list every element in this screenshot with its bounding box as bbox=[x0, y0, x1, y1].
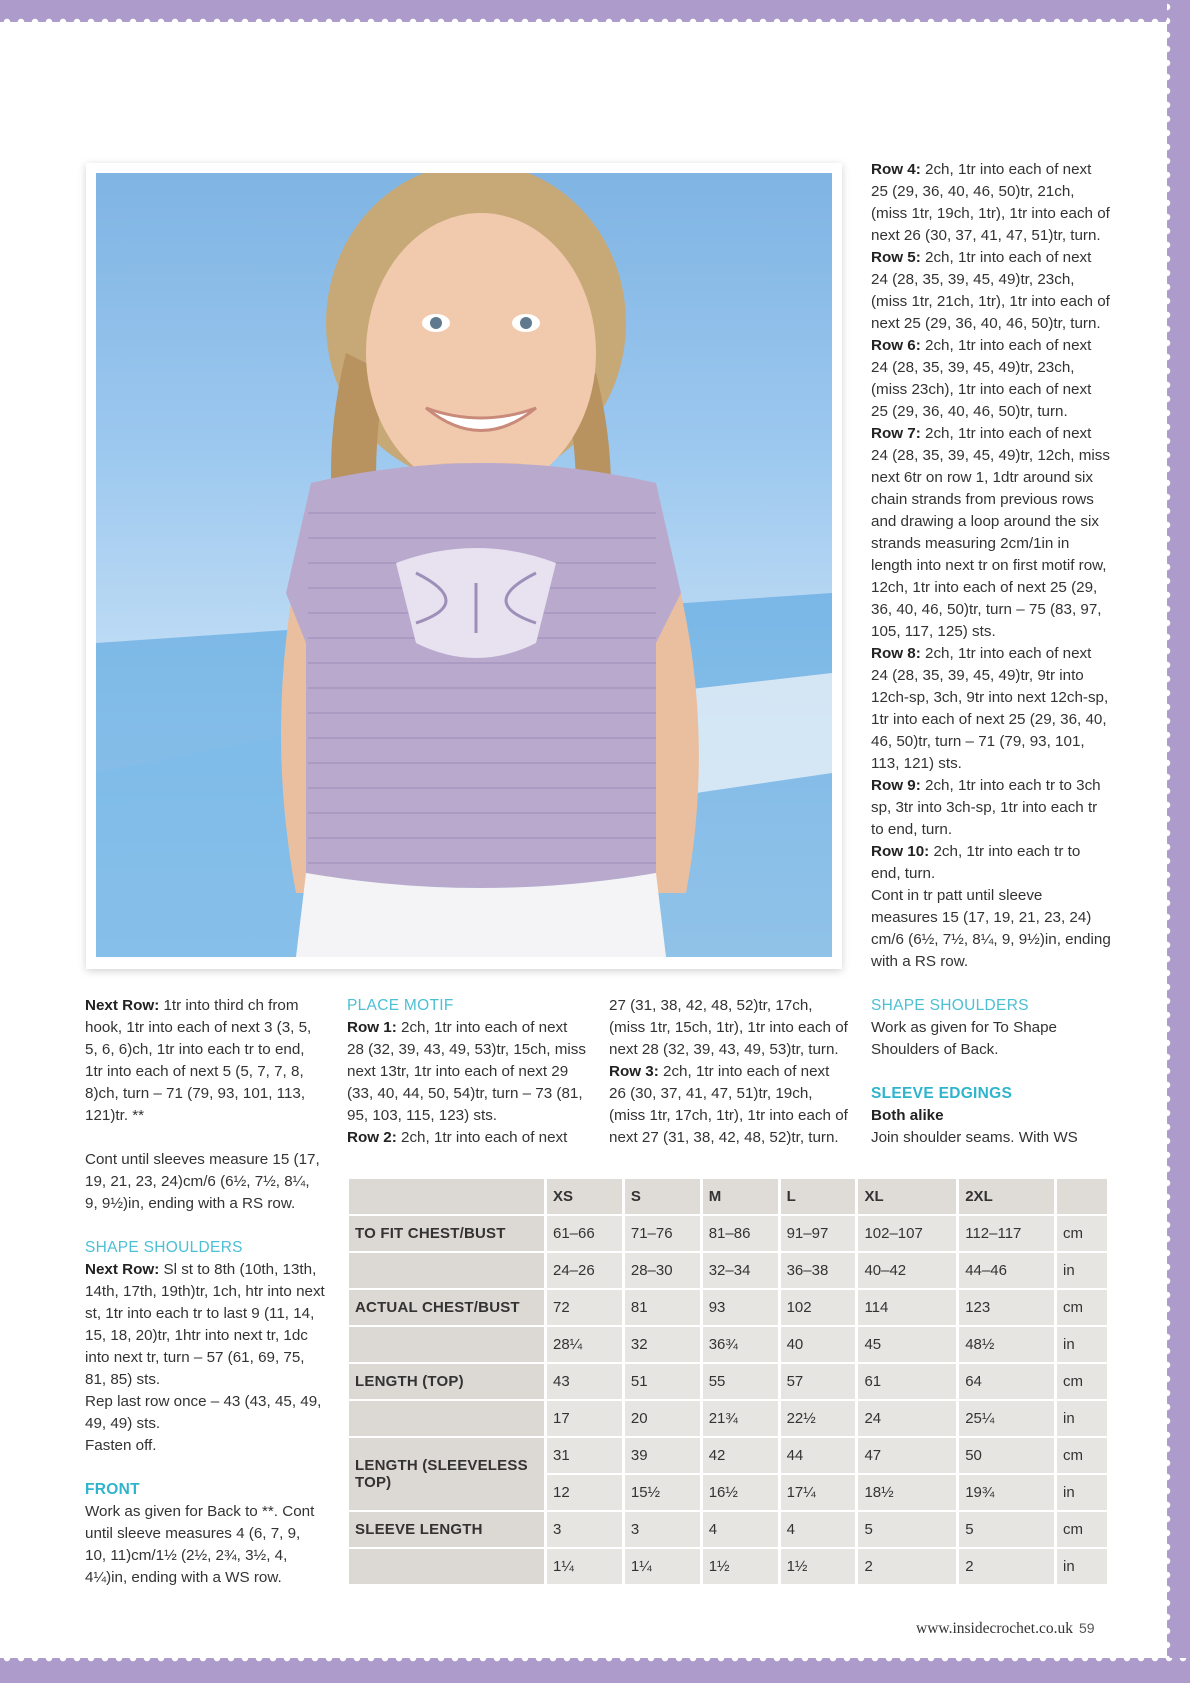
table-cell: 81 bbox=[625, 1290, 703, 1327]
unit-cell: in bbox=[1057, 1549, 1107, 1586]
garment-photo-illustration bbox=[96, 173, 832, 957]
table-cell: 61–66 bbox=[547, 1216, 625, 1253]
table-cell: 72 bbox=[547, 1290, 625, 1327]
row-label-blank bbox=[349, 1549, 547, 1586]
table-row bbox=[349, 1327, 1107, 1364]
table-cell: 102–107 bbox=[858, 1216, 959, 1253]
table-cell: 3 bbox=[625, 1512, 703, 1549]
unit-cell: cm bbox=[1057, 1438, 1107, 1475]
table-row bbox=[349, 1290, 1107, 1327]
table-cell: 44 bbox=[781, 1438, 859, 1475]
table-cell: 1¼ bbox=[625, 1549, 703, 1586]
table-cell: 93 bbox=[703, 1290, 781, 1327]
table-cell: 44–46 bbox=[959, 1253, 1057, 1290]
size-header-xs: XS bbox=[547, 1179, 625, 1216]
table-cell: 71–76 bbox=[625, 1216, 703, 1253]
table-cell: 18½ bbox=[858, 1475, 959, 1512]
row-9-instruction: Row 9: 2ch, 1tr into each tr to 3ch sp, 3tr into 3ch-sp, 1tr into each tr to end, turn. bbox=[871, 777, 1101, 838]
table-cell: 16½ bbox=[703, 1475, 781, 1512]
table-cell: 102 bbox=[781, 1290, 859, 1327]
motif-row-3-instruction: Row 3: 2ch, 1tr into each of next 26 (30, 37, 41, 47, 51)tr, 19ch, (miss 1tr, 17ch, 1tr), 1tr into each of next 27 (31, 38, 42, 48, 52)tr, turn. bbox=[609, 1063, 848, 1146]
front-shape-shoulders-heading: SHAPE SHOULDERS bbox=[871, 997, 1029, 1014]
table-row bbox=[349, 1216, 1107, 1253]
join-seams-instruction: Join shoulder seams. With WS bbox=[871, 1129, 1078, 1146]
size-table-header-row bbox=[349, 1179, 1107, 1216]
column-3 bbox=[609, 995, 849, 1149]
row-4-instruction: Row 4: 2ch, 1tr into each of next 25 (29, 36, 40, 46, 50)tr, 21ch, (miss 1tr, 19ch, 1tr), 1tr into each of next 26 (30, 37, 41, 47, 51)tr, turn. bbox=[871, 161, 1110, 244]
table-cell: 5 bbox=[858, 1512, 959, 1549]
row-label-length-top: LENGTH (TOP) bbox=[349, 1364, 547, 1401]
photo-frame bbox=[86, 163, 842, 969]
table-cell: 2 bbox=[959, 1549, 1057, 1586]
table-cell: 48½ bbox=[959, 1327, 1057, 1364]
table-cell: 91–97 bbox=[781, 1216, 859, 1253]
table-cell: 45 bbox=[858, 1327, 959, 1364]
row-8-instruction: Row 8: 2ch, 1tr into each of next 24 (28, 35, 39, 45, 49)tr, 9tr into 12ch-sp, 3ch, 9tr into next 12ch-sp, 1tr into each of next 25 (29, 36, 40, 46, 50)tr, turn – 71 (79, 93, 101, 113, 121) sts. bbox=[871, 645, 1109, 772]
right-column bbox=[871, 159, 1111, 973]
table-cell: 21¾ bbox=[703, 1401, 781, 1438]
table-cell: 1¼ bbox=[547, 1549, 625, 1586]
table-cell: 5 bbox=[959, 1512, 1057, 1549]
table-cell: 4 bbox=[703, 1512, 781, 1549]
garment-photo bbox=[96, 173, 832, 957]
table-row bbox=[349, 1364, 1107, 1401]
unit-cell: in bbox=[1057, 1475, 1107, 1512]
table-cell: 25¼ bbox=[959, 1401, 1057, 1438]
row-label-actual-chest: ACTUAL CHEST/BUST bbox=[349, 1290, 547, 1327]
row-label-length-sleeveless: LENGTH (SLEEVELESS TOP) bbox=[349, 1438, 547, 1512]
decorative-border-bottom bbox=[0, 1658, 1190, 1683]
table-cell: 114 bbox=[858, 1290, 959, 1327]
page-footer bbox=[916, 1620, 1095, 1638]
size-header-m: M bbox=[703, 1179, 781, 1216]
sleeve-edgings-heading: SLEEVE EDGINGS bbox=[871, 1085, 1013, 1102]
table-cell: 28–30 bbox=[625, 1253, 703, 1290]
row-5-instruction: Row 5: 2ch, 1tr into each of next 24 (28, 35, 39, 45, 49)tr, 23ch, (miss 1tr, 21ch, 1tr), 1tr into each of next 25 (29, 36, 40, 46, 50)tr, turn. bbox=[871, 249, 1110, 332]
decorative-border-top bbox=[0, 0, 1190, 22]
table-cell: 3 bbox=[547, 1512, 625, 1549]
table-cell: 31 bbox=[547, 1438, 625, 1475]
table-cell: 22½ bbox=[781, 1401, 859, 1438]
row-10-instruction: Row 10: 2ch, 1tr into each tr to end, turn. bbox=[871, 843, 1081, 882]
table-row bbox=[349, 1438, 1107, 1475]
next-row-instruction: Next Row: 1tr into third ch from hook, 1tr into each of next 3 (3, 5, 5, 6, 6)ch, 1tr into each tr to end, 1tr into each of next 5 (5, 7, 7, 8, 8)ch, turn – 71 (79, 93, 101, 113, 121)tr. ** bbox=[85, 997, 312, 1124]
motif-row-2-instruction: Row 2: 2ch, 1tr into each of next bbox=[347, 1129, 568, 1146]
unit-cell: cm bbox=[1057, 1290, 1107, 1327]
size-table-corner bbox=[349, 1179, 547, 1216]
motif-row-2-continued: 27 (31, 38, 42, 48, 52)tr, 17ch, (miss 1tr, 15ch, 1tr), 1tr into each of next 28 (32, 39, 43, 49, 53)tr, turn. bbox=[609, 997, 848, 1058]
size-header-l: L bbox=[781, 1179, 859, 1216]
row-label-blank bbox=[349, 1401, 547, 1438]
repeat-instruction: Rep last row once – 43 (43, 45, 49, 49, 49) sts. bbox=[85, 1393, 322, 1432]
row-label-blank bbox=[349, 1253, 547, 1290]
table-cell: 2 bbox=[858, 1549, 959, 1586]
column-1 bbox=[85, 995, 325, 1589]
place-motif-heading: PLACE MOTIF bbox=[347, 997, 454, 1014]
cont-sleeves-instruction: Cont until sleeves measure 15 (17, 19, 21, 23, 24)cm/6 (6½, 7½, 8¼, 9, 9½)in, ending with a RS row. bbox=[85, 1151, 320, 1212]
size-header-xl: XL bbox=[858, 1179, 959, 1216]
unit-cell: cm bbox=[1057, 1216, 1107, 1253]
table-cell: 28¼ bbox=[547, 1327, 625, 1364]
table-cell: 4 bbox=[781, 1512, 859, 1549]
size-header-2xl: 2XL bbox=[959, 1179, 1057, 1216]
column-4 bbox=[871, 995, 1111, 1149]
unit-cell: in bbox=[1057, 1253, 1107, 1290]
table-cell: 36¾ bbox=[703, 1327, 781, 1364]
row-label-sleeve-length: SLEEVE LENGTH bbox=[349, 1512, 547, 1549]
table-cell: 1½ bbox=[781, 1549, 859, 1586]
table-cell: 17¼ bbox=[781, 1475, 859, 1512]
table-cell: 32–34 bbox=[703, 1253, 781, 1290]
unit-cell: cm bbox=[1057, 1364, 1107, 1401]
table-cell: 40–42 bbox=[858, 1253, 959, 1290]
both-alike-label: Both alike bbox=[871, 1107, 944, 1124]
front-heading: FRONT bbox=[85, 1481, 140, 1498]
table-cell: 47 bbox=[858, 1438, 959, 1475]
table-cell: 15½ bbox=[625, 1475, 703, 1512]
table-row bbox=[349, 1549, 1107, 1586]
table-cell: 1½ bbox=[703, 1549, 781, 1586]
table-cell: 55 bbox=[703, 1364, 781, 1401]
motif-row-1-instruction: Row 1: 2ch, 1tr into each of next 28 (32, 39, 43, 49, 53)tr, 15ch, miss next 13tr, 1tr into each of next 29 (33, 40, 44, 50, 54)tr, turn – 73 (81, 95, 103, 115, 123) sts. bbox=[347, 1019, 586, 1124]
table-cell: 42 bbox=[703, 1438, 781, 1475]
table-cell: 64 bbox=[959, 1364, 1057, 1401]
table-cell: 112–117 bbox=[959, 1216, 1057, 1253]
table-cell: 12 bbox=[547, 1475, 625, 1512]
row-label-blank bbox=[349, 1327, 547, 1364]
unit-cell: cm bbox=[1057, 1512, 1107, 1549]
table-cell: 81–86 bbox=[703, 1216, 781, 1253]
row-label-chest: TO FIT CHEST/BUST bbox=[349, 1216, 547, 1253]
table-cell: 24–26 bbox=[547, 1253, 625, 1290]
table-cell: 57 bbox=[781, 1364, 859, 1401]
table-row bbox=[349, 1401, 1107, 1438]
unit-cell: in bbox=[1057, 1327, 1107, 1364]
table-cell: 19¾ bbox=[959, 1475, 1057, 1512]
table-cell: 61 bbox=[858, 1364, 959, 1401]
table-cell: 32 bbox=[625, 1327, 703, 1364]
table-cell: 17 bbox=[547, 1401, 625, 1438]
size-header-s: S bbox=[625, 1179, 703, 1216]
table-cell: 39 bbox=[625, 1438, 703, 1475]
table-cell: 36–38 bbox=[781, 1253, 859, 1290]
table-row bbox=[349, 1512, 1107, 1549]
shape-shoulders-instruction: Next Row: Sl st to 8th (10th, 13th, 14th, 17th, 19th)tr, 1ch, htr into next st, 1tr into each tr to last 9 (11, 14, 15, 18, 20)tr, 1htr into next tr, 1dc into next tr, turn – 57 (61, 69, 75, 81, 85) sts. bbox=[85, 1261, 325, 1388]
table-cell: 50 bbox=[959, 1438, 1057, 1475]
fasten-off-instruction: Fasten off. bbox=[85, 1437, 157, 1454]
size-table bbox=[349, 1179, 1107, 1586]
table-cell: 51 bbox=[625, 1364, 703, 1401]
column-2 bbox=[347, 995, 587, 1149]
table-cell: 43 bbox=[547, 1364, 625, 1401]
continue-instruction: Cont in tr patt until sleeve measures 15 (17, 19, 21, 23, 24) cm/6 (6½, 7½, 8¼, 9, 9½)in, ending with a RS row. bbox=[871, 887, 1111, 970]
row-7-instruction: Row 7: 2ch, 1tr into each of next 24 (28, 35, 39, 45, 49)tr, 12ch, miss next 6tr on row 1, 1dtr around six chain strands from previous rows and drawing a loop around the six strands measuring 2cm/1in in length into next tr on first motif row, 12ch, 1tr into each of next 25 (29, 36, 40, 46, 50)tr, turn – 75 (83, 97, 105, 117, 125) sts. bbox=[871, 425, 1110, 640]
page-number: 59 bbox=[1078, 1620, 1095, 1636]
website-link[interactable]: www.insidecrochet.co.uk bbox=[916, 1620, 1073, 1637]
table-cell: 20 bbox=[625, 1401, 703, 1438]
table-cell: 40 bbox=[781, 1327, 859, 1364]
unit-cell: in bbox=[1057, 1401, 1107, 1438]
shape-shoulders-heading: SHAPE SHOULDERS bbox=[85, 1239, 243, 1256]
table-cell: 24 bbox=[858, 1401, 959, 1438]
front-instruction: Work as given for Back to **. Cont until sleeve measures 4 (6, 7, 9, 10, 11)cm/1½ (2½, 2¾, 3½, 4, 4¼)in, ending with a WS row. bbox=[85, 1503, 315, 1586]
front-shape-shoulders-instruction: Work as given for To Shape Shoulders of Back. bbox=[871, 1019, 1058, 1058]
table-cell: 123 bbox=[959, 1290, 1057, 1327]
table-row bbox=[349, 1253, 1107, 1290]
size-header-unit bbox=[1057, 1179, 1107, 1216]
row-6-instruction: Row 6: 2ch, 1tr into each of next 24 (28, 35, 39, 45, 49)tr, 23ch, (miss 23ch), 1tr into each of next 25 (29, 36, 40, 46, 50)tr, turn. bbox=[871, 337, 1092, 420]
decorative-border-right bbox=[1167, 0, 1190, 1683]
